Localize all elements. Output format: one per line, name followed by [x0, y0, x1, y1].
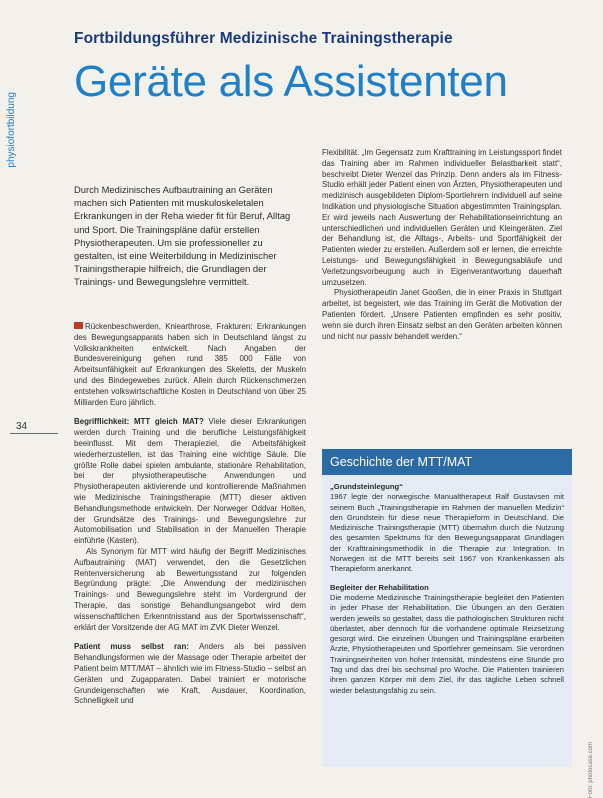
info-box-title: Geschichte der MTT/MAT — [322, 449, 572, 475]
body-column-right — [322, 148, 562, 342]
info-box-body — [330, 482, 564, 696]
subheading-terminology: Begrifflichkeit: MTT gleich MAT? — [74, 417, 209, 427]
info-box-text-1: 1967 legte der norwegische Manualtherapeut Ralf Gustavsen mit seinem Buch „Trainingstherapie im Rahmen der manuellen Medizin“ den Grundstein für diese neue Therapieform in Deutschland. Die Medizinische Trainingstherapie (MTT) übernahm durch die Nutzung des gesamten Spektrums für den Bewegungsapparat Grundlagen der Krafttrainingsmethodik in die Therapie zur Integration. In Norwegen ist die MTT bereits seit 1967 von Krankenkassen als Therapieform anerkannt. — [330, 492, 564, 574]
page-number-rule — [10, 433, 58, 434]
body-paragraph-4 — [74, 642, 306, 707]
info-box-text-2: Die moderne Medizinische Trainingstherapie begleitet den Patienten in jeder Phase der Rehabilitation. Die Übungen an den Geräten werden jeweils so gestaltet, dass die pathologischen Strukturen nicht überlastet, aber dennoch für die vorhandene optimale Reizsetzung gesorgt wird. Die einzelnen Übungen und Trainingspläne erarbeiten Ärzte, Physiotherapeuten und Sportlehrer gemeinsam. Sie verordnen Trainingseinheiten von hoher Intensität, mindestens eine Stunde pro Tag und das drei bis sechsmal pro Woche. Die Patienten trainieren ihren ganzen Körper mit dem Ziel, ihr das tägliche Leben schnell wieder belastungsfähig zu sein. — [330, 592, 564, 695]
page-number: 34 — [16, 421, 28, 432]
body-paragraph-5: Flexibilität. „Im Gegensatz zum Krafttraining im Leistungssport findet das Training aber im Rahmen individueller Belastbarkeit statt“, beschreibt Dieter Wenzel das Prinzip. Denn anders als im Fitness-Studio erhält jeder Patient einen von Ärzten, Physiotherapeuten und medizinisch ausgebildeten Diplom-Sportlehrern individuell auf seine Indikation und physiologische Situation abgestimmten Trainingsplan. Er wird jeweils nach Auswertung der Rehabilitationseinrichtung an unterschiedlichen und individuellen Geräten und Kleingeräten. Ziel der Behandlung ist, die Alltags-, Arbeits- und Sportfähigkeit der Patienten wieder zu erstellen. Außerdem soll er lernen, die erreichte Leistungs- und Bewegungsfähigkeit in Bewegungsabläufe und Verletzungsvorbeugung auch in Eigenverantwortung dauerhaft umzusetzen. — [322, 148, 562, 287]
body-column-left — [74, 322, 306, 707]
body-paragraph-1 — [74, 322, 306, 408]
body-paragraph-3: Als Synonym für MTT wird häufig der Begriff Medizinisches Aufbautraining (MAT) verwendet, den die Gesetzlichen Rentenversicherung ab Bewertungsstand zur folgenden Begründung prägte: „Die Anwendung der medizinischen Trainings- und Bewegungslehre steht im Vordergrund der Therapie, das sonstige Behandlungsangebot wird dem wissenschaftlichen Erkenntnisstand aus der Sportwissenschaft“, erklärt der Vorsitzende der AG MAT im ZVK Dieter Wenzel. — [74, 546, 306, 632]
body-paragraph-2 — [74, 417, 306, 547]
body-text-1: Rückenbeschwerden, Kniearthrose, Frakturen: Erkrankungen des Bewegungsapparats haben sich in Deutschland längst zu Volkskrankheiten entwickelt. Nach Angaben der Bundesvereinigung gehen rund 385 000 Fälle von Arbeitsunfähigkeit auf Erkrankungen des Skeletts, der Muskeln und des Bindegewebes zurück. Allein durch Rückenschmerzen entstehen volkswirtschaftliche Kosten in Deutschland von über 25 Milliarden Euro jährlich. — [74, 322, 306, 407]
body-text-2: Viele dieser Erkrankungen werden durch Training und die berufliche Leistungsfähigkeit beeinflusst. Mit dem Therapieziel, die Arbeitsfähigkeit wiederherzustellen, ist das Training eine wichtige Säule. Die größte Rolle dabei spielen ambulante, stationäre Rehabilitation, bei der physiotherapeutische Anwendungen und Physiotherapeuten aktivierende und kontrollierende Maßnahmen wie Medizinische Trainingstherapie (MTT) dieser aktiven Behandlungsmethode entwickeln. Der Norweger Oddvar Holten, der Grundsätze des Trainings- und Bewegungslehre zur Automobilisation und Stabilisation in der Manuellen Therapie einführte (Kasten). — [74, 417, 306, 546]
body-paragraph-6: Physiotherapeutin Janet Gooßen, die in einer Praxis in Stuttgart arbeitet, ist begeistert, wie das Training im Gerät die Motivation der Patienten fördert. „Unsere Patienten empfinden es sehr positiv, wenn sie durch ihren Einsatz selbst an den Geräten arbeiten können und nicht nur passiv behandelt werden.“ — [322, 288, 562, 341]
info-box-subheading-1: „Grundsteinlegung“ — [330, 482, 403, 491]
section-side-label: physiofortbildung — [6, 92, 17, 168]
photo-credit: Foto: photocase.com — [588, 742, 594, 798]
body-text-4: Anders als bei passiven Behandlungsformen wie der Massage oder Therapie arbeitet der Patient beim MTT/MAT – ähnlich wie im Fitness-Studio – selbst an Geräten und Zugapparaten. Dabei trainiert er motorische Grundeigenschaften wie Kraft, Ausdauer, Koordination, Schnelligkeit und — [74, 642, 307, 706]
section-kicker: Fortbildungsführer Medizinische Trainingstherapie — [74, 30, 453, 47]
red-marker-icon — [74, 322, 83, 329]
intro-paragraph: Durch Medizinisches Aufbautraining an Geräten machen sich Patienten mit muskuloskeletalen Erkrankungen in der Reha wieder fit für Beruf, Alltag und Sport. Die Trainingspläne dafür erstellen Physiotherapeuten. Um sie professioneller zu gestalten, ist eine Weiterbildung in Medizinischer Trainingstherapie hilfreich, die Grundlagen der Trainings- und Bewegungslehre vermittelt. — [74, 184, 291, 288]
page-title: Geräte als Assistenten — [74, 57, 508, 106]
subheading-patient: Patient muss selbst ran: — [74, 642, 199, 652]
info-box-subheading-2: Begleiter der Rehabilitation — [330, 582, 429, 592]
